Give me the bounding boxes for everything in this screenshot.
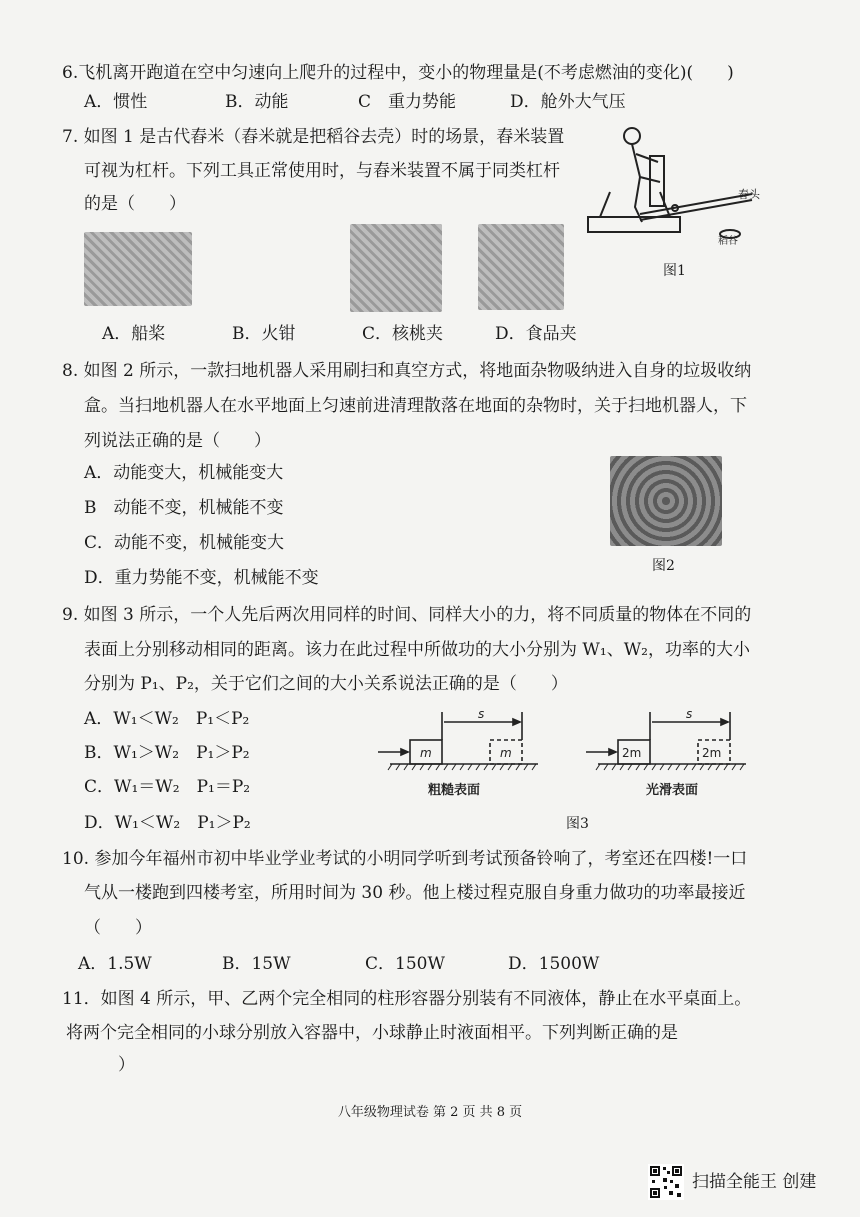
page-footer: 八年级物理试卷 第 2 页 共 8 页 — [337, 1105, 523, 1120]
q9-stem-line3: 分别为 P₁、P₂，关于它们之间的大小关系说法正确的是（ ） — [84, 674, 568, 694]
fig1-label-pestle: 舂头 — [738, 188, 760, 201]
q9-option-c: C．W₁＝W₂ P₁＝P₂ — [84, 777, 251, 797]
q7-stem-line3: 的是（ ） — [84, 194, 186, 214]
smooth-mass-label: 2m — [622, 746, 642, 760]
q9-option-a: A．W₁＜W₂ P₁＜P₂ — [84, 709, 250, 729]
q9-option-b: B．W₁＞W₂ P₁＞P₂ — [84, 743, 250, 763]
q7-option-d: D．食品夹 — [495, 324, 577, 344]
figure-3-rough-surface — [372, 702, 542, 802]
q10-option-b: B．15W — [222, 954, 291, 974]
q10-stem-line3: （ ） — [84, 918, 152, 938]
q8-option-d: D．重力势能不变，机械能不变 — [84, 568, 319, 588]
q6-option-b: B．动能 — [225, 92, 289, 112]
q11-stem-line1: 11．如图 4 所示，甲、乙两个完全相同的柱形容器分别装有不同液体，静止在水平桌面上。 — [62, 989, 752, 1009]
q8-stem-line2: 盒。当扫地机器人在水平地面上匀速前进清理散落在地面的杂物时，关于扫地机器人，下 — [84, 396, 747, 416]
q7-option-a: A．船桨 — [102, 324, 166, 344]
oar-photo — [84, 232, 192, 306]
rough-distance-label: s — [478, 707, 485, 721]
q8-option-c: C．动能不变，机械能变大 — [84, 533, 285, 553]
q10-option-c: C．150W — [365, 954, 445, 974]
rough-surface-label: 粗糙表面 — [428, 783, 481, 798]
q6-option-d: D．舱外大气压 — [510, 92, 626, 112]
q8-stem-line3: 列说法正确的是（ ） — [84, 431, 271, 451]
q9-option-d: D．W₁＜W₂ P₁＞P₂ — [84, 813, 251, 833]
q9-stem-line1: 9. 如图 3 所示，一个人先后两次用同样的时间、同样大小的力，将不同质量的物体在不同的 — [62, 605, 752, 625]
q6-option-c: C 重力势能 — [358, 92, 457, 112]
figure-1-caption: 图1 — [663, 263, 686, 279]
q11-stem-line2: 将两个完全相同的小球分别放入容器中，小球静止时液面相平。下列判断正确的是 — [66, 1023, 678, 1043]
q6-option-a: A．惯性 — [84, 92, 148, 112]
figure-1-rice-pounder — [580, 122, 770, 252]
smooth-surface-label: 光滑表面 — [646, 783, 699, 798]
q8-option-a: A．动能变大，机械能变大 — [84, 463, 284, 483]
q11-stem-line3: ） — [118, 1055, 135, 1075]
scanner-brand-text: 扫描全能王 创建 — [692, 1172, 817, 1192]
nutcracker-photo — [478, 224, 564, 310]
figure-3-caption: 图3 — [566, 816, 589, 832]
q7-option-c: C．核桃夹 — [362, 324, 444, 344]
q9-stem-line2: 表面上分别移动相同的距离。该力在此过程中所做功的大小分别为 W₁、W₂，功率的大小 — [84, 640, 750, 660]
q7-option-b: B．火钳 — [232, 324, 296, 344]
smooth-mass-label-end: 2m — [702, 746, 722, 760]
q7-stem-line2: 可视为杠杆。下列工具正常使用时，与舂米装置不属于同类杠杆 — [84, 161, 560, 181]
smooth-distance-label: s — [686, 707, 693, 721]
robot-vacuum-photo — [610, 456, 722, 546]
tongs-photo — [350, 224, 442, 312]
q10-option-a: A．1.5W — [78, 954, 152, 974]
q8-stem-line1: 8. 如图 2 所示，一款扫地机器人采用刷扫和真空方式，将地面杂物吸纳进入自身的垃圾收纳 — [62, 361, 752, 381]
figure-2-caption: 图2 — [652, 558, 675, 574]
figure-3-smooth-surface — [580, 702, 750, 802]
fig1-label-grain: 稻谷 — [718, 236, 738, 247]
qr-code-icon — [648, 1164, 684, 1200]
q6-stem: 6.飞机离开跑道在空中匀速向上爬升的过程中，变小的物理量是(不考虑燃油的变化)( ) — [62, 63, 734, 83]
q10-stem-line2: 气从一楼跑到四楼考室，所用时间为 30 秒。他上楼过程克服自身重力做功的功率最接近 — [84, 883, 746, 903]
q10-stem-line1: 10. 参加今年福州市初中毕业学业考试的小明同学听到考试预备铃响了，考室还在四楼!一口 — [62, 849, 748, 869]
q7-stem-line1: 7. 如图 1 是古代舂米（舂米就是把稻谷去壳）时的场景，舂米装置 — [62, 127, 565, 147]
q10-option-d: D．1500W — [508, 954, 600, 974]
q8-option-b: B 动能不变，机械能不变 — [84, 498, 284, 518]
rough-mass-label-end: m — [500, 746, 512, 760]
rough-mass-label: m — [420, 746, 432, 760]
